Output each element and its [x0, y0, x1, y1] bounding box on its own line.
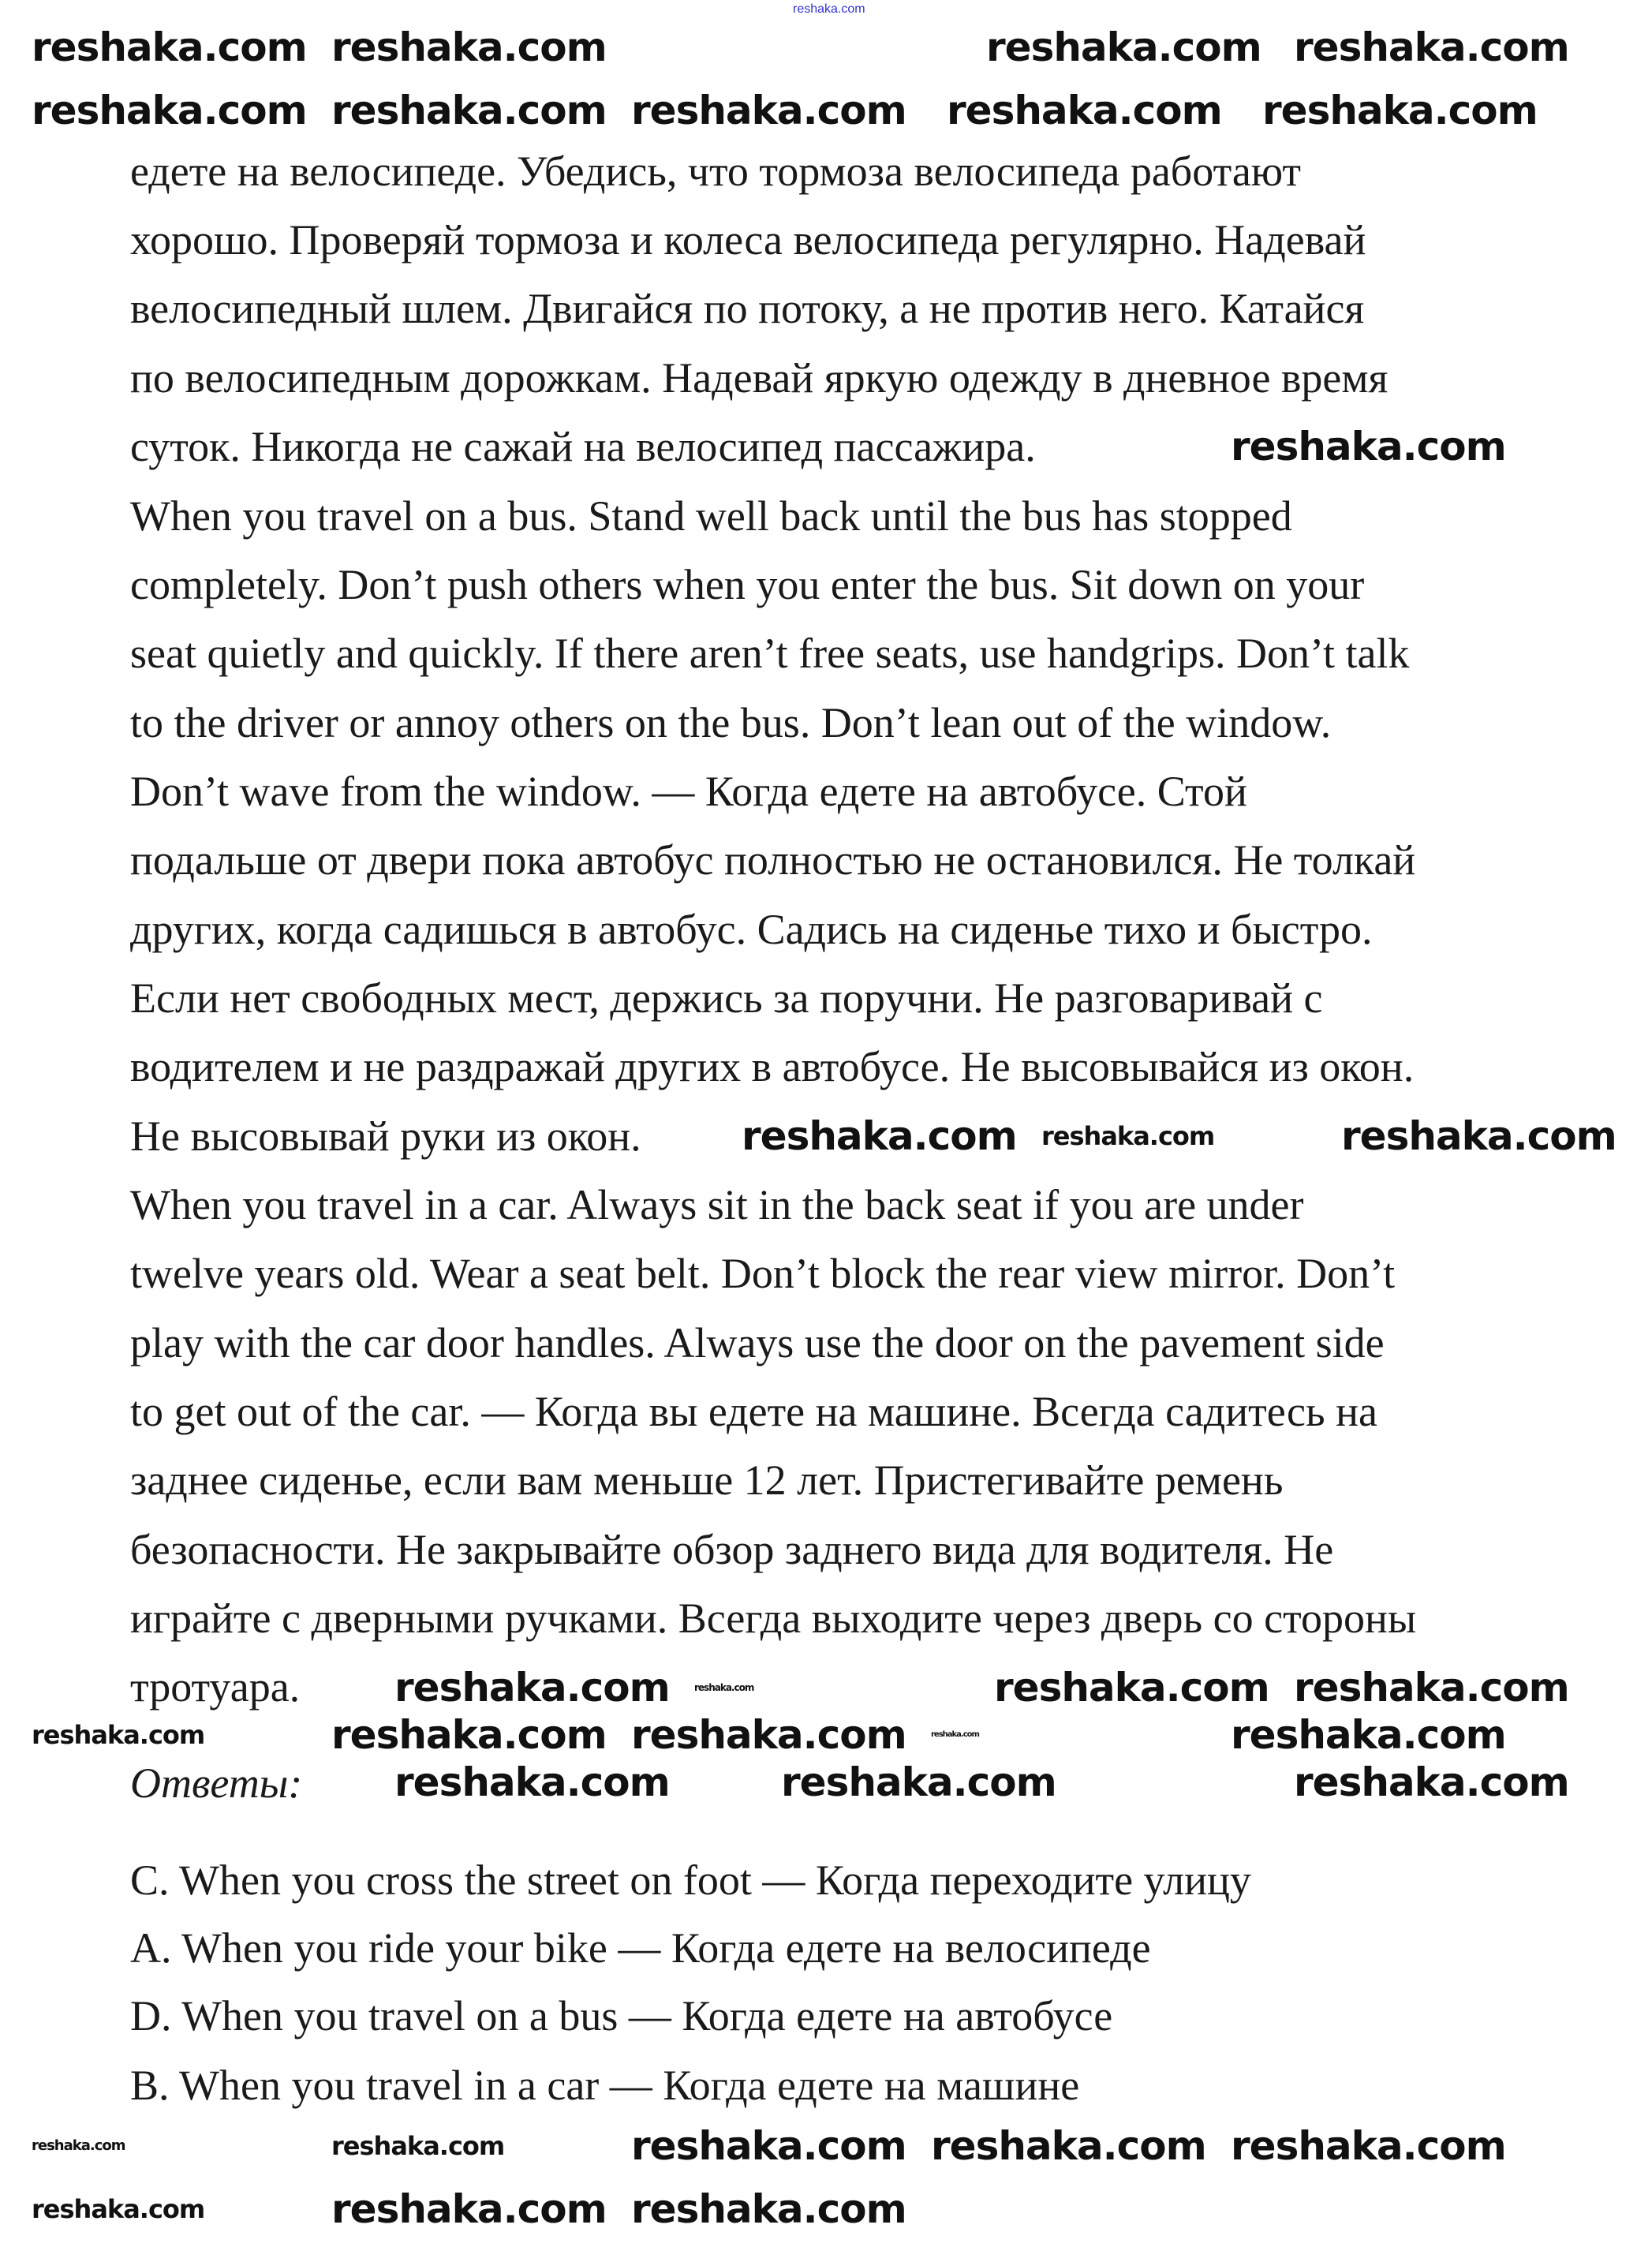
watermark: reshaka.com: [32, 2194, 205, 2224]
watermark: reshaka.com: [1231, 1712, 1506, 1758]
text-line: заднее сиденье, если вам меньше 12 лет. Пристегивайте ремень: [130, 1456, 1284, 1504]
watermark: reshaka.com: [742, 1113, 1017, 1159]
watermark: reshaka.com: [781, 1759, 1056, 1805]
answer-line: C. When you cross the street on foot — Когда переходите улицу: [130, 1856, 1251, 1904]
text-line: тротуара.: [130, 1663, 301, 1711]
text-line: to get out of the car. — Когда вы едете на машине. Всегда садитесь на: [130, 1388, 1377, 1435]
watermark: reshaka.com: [331, 88, 607, 133]
text-line: хорошо. Проверяй тормоза и колеса велосипеда регулярно. Надевай: [130, 216, 1366, 264]
text-line: twelve years old. Wear a seat belt. Don’t block the rear view mirror. Don’t: [130, 1250, 1396, 1297]
text-line: водителем и не раздражай других в автобусе. Не высовывайся из окон.: [130, 1043, 1415, 1090]
watermark: reshaka.com: [986, 24, 1261, 70]
answer-line: B. When you travel in a car — Когда едете на машине: [130, 2062, 1080, 2109]
watermark: reshaka.com: [1231, 2123, 1506, 2169]
watermark: reshaka.com: [631, 1712, 906, 1758]
watermark: reshaka.com: [631, 88, 906, 133]
watermark: reshaka.com: [32, 2137, 125, 2154]
text-line: едете на велосипеде. Убедись, что тормоза велосипеда работают: [130, 148, 1302, 195]
text-line: When you travel on a bus. Stand well back until the bus has stopped: [130, 492, 1292, 540]
watermark: reshaka.com: [331, 2186, 607, 2232]
watermark: reshaka.com: [32, 88, 307, 133]
watermark: reshaka.com: [994, 1665, 1269, 1711]
watermark: reshaka.com: [947, 88, 1222, 133]
watermark: reshaka.com: [32, 24, 307, 70]
watermark: reshaka.com: [631, 2186, 906, 2232]
watermark: reshaka.com: [394, 1665, 670, 1711]
text-line: Don’t wave from the window. — Когда едете на автобусе. Стой: [130, 768, 1247, 815]
header-watermark: reshaka.com: [793, 2, 865, 16]
watermark: reshaka.com: [394, 1759, 670, 1805]
text-line: seat quietly and quickly. If there aren’t free seats, use handgrips. Don’t talk: [130, 630, 1410, 677]
text-line: других, когда садишься в автобус. Садись на сиденье тихо и быстро.: [130, 906, 1373, 953]
watermark: reshaka.com: [1231, 424, 1506, 469]
text-line: When you travel in a car. Always sit in the back seat if you are under: [130, 1181, 1304, 1228]
text-line: по велосипедным дорожкам. Надевай яркую одежду в дневное время: [130, 354, 1389, 402]
answer-line: D. When you travel on a bus — Когда едете на автобусе: [130, 1992, 1113, 2040]
watermark: reshaka.com: [1294, 1665, 1569, 1711]
text-line: to the driver or annoy others on the bus. Don’t lean out of the window.: [130, 699, 1332, 746]
watermark: reshaka.com: [331, 24, 607, 70]
watermark: reshaka.com: [1294, 24, 1569, 70]
watermark: reshaka.com: [32, 1720, 205, 1750]
answer-line: A. When you ride your bike — Когда едете на велосипеде: [130, 1924, 1151, 1972]
text-line: completely. Don’t push others when you enter the bus. Sit down on your: [130, 561, 1365, 608]
text-line: велосипедный шлем. Двигайся по потоку, а не против него. Катайся: [130, 285, 1365, 332]
watermark: reshaka.com: [931, 1730, 979, 1739]
watermark: reshaka.com: [931, 2123, 1206, 2169]
watermark: reshaka.com: [331, 1712, 607, 1758]
text-line: суток. Никогда не сажай на велосипед пассажира.: [130, 423, 1036, 470]
watermark: reshaka.com: [694, 1682, 754, 1693]
watermark: reshaka.com: [331, 2131, 505, 2161]
text-line: play with the car door handles. Always use the door on the pavement side: [130, 1319, 1385, 1367]
watermark: reshaka.com: [1262, 88, 1538, 133]
text-line: Не высовывай руки из окон.: [130, 1112, 641, 1160]
text-line: подальше от двери пока автобус полностью не остановился. Не толкай: [130, 836, 1416, 884]
text-line: безопасности. Не закрывайте обзор заднего вида для водителя. Не: [130, 1526, 1334, 1573]
watermark: reshaka.com: [1341, 1113, 1616, 1159]
watermark: reshaka.com: [631, 2123, 906, 2169]
answers-heading: Ответы:: [130, 1759, 303, 1807]
text-line: Если нет свободных мест, держись за поручни. Не разговаривай с: [130, 974, 1323, 1022]
watermark: reshaka.com: [1041, 1121, 1215, 1151]
watermark: reshaka.com: [1294, 1759, 1569, 1805]
text-line: играйте с дверными ручками. Всегда выходите через дверь со стороны: [130, 1595, 1417, 1642]
